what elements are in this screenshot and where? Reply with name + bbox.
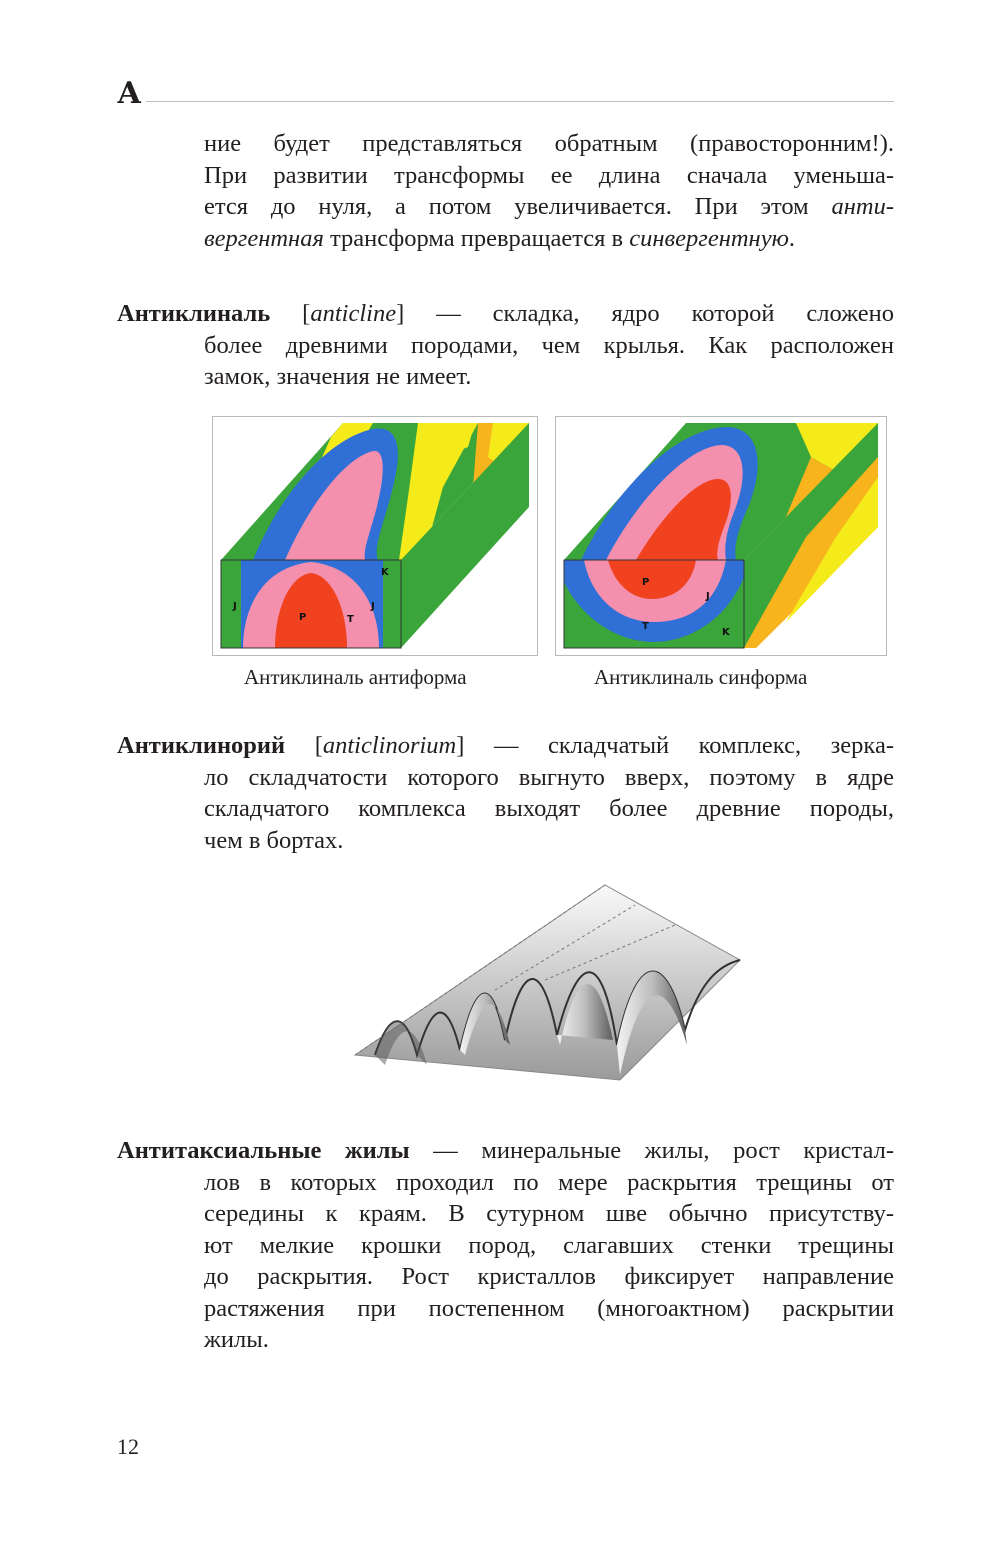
entry-anticline (117, 298, 894, 393)
label-k: K (722, 627, 730, 638)
text-line: ют мелкие крошки пород, слагавших стенки трещины (204, 1231, 894, 1259)
text-line: до раскрытия. Рост кристаллов фиксирует направление (204, 1263, 894, 1290)
anticlinorium-wave-diagram (345, 870, 755, 1090)
text-line: чем в бортах. (204, 826, 344, 854)
caption-synform: Антиклиналь синформа (594, 665, 808, 689)
continuation-paragraph (117, 128, 894, 254)
text-line: Антиклинорий [anticlinorium] — складчатый комплекс, зерка- (117, 732, 894, 759)
synform-block-diagram (556, 417, 886, 655)
entry-term: Антиклинорий (117, 732, 286, 759)
text-line: Антиклиналь [anticline] — складка, ядро которой сложено (117, 300, 894, 327)
figure-antiform (212, 416, 538, 656)
text-line: растяжения при постепенном (многоактном) раскрытии (204, 1294, 894, 1322)
entry-anticlinorium (117, 730, 894, 856)
text-line: замок, значения не имеет. (204, 363, 472, 390)
entry-antitaxial-veins (117, 1135, 894, 1356)
text-line: более древними породами, чем крылья. Как расположен (204, 331, 894, 359)
text-line: ло складчатости которого выгнуто вверх, поэтому в ядре (204, 763, 894, 791)
text-line: жилы. (204, 1326, 269, 1353)
page-number: 12 (117, 1434, 139, 1459)
text-line: вергентная трансформа превращается в синвергентную. (204, 224, 795, 252)
text-line: При развитии трансформы ее длина сначала уменьша- (204, 161, 894, 189)
text-line: Антитаксиальные жилы — минеральные жилы, рост кристал- (117, 1137, 894, 1164)
antiform-block-diagram (213, 417, 537, 655)
text-line: середины к краям. В сутурном шве обычно присутству- (204, 1200, 894, 1227)
section-letter: А (117, 76, 142, 111)
header-rule (146, 101, 894, 102)
text-line: ние будет представляться обратным (правосторонним!). (204, 130, 894, 157)
label-j-right: J (371, 601, 375, 612)
figure-synform (555, 416, 887, 656)
caption-antiform: Антиклиналь антиформа (244, 665, 467, 689)
anticlinorium-figure (345, 870, 755, 1090)
label-t: T (642, 621, 649, 632)
text-line: складчатого комплекса выходят более древние породы, (204, 795, 894, 822)
label-p: P (642, 577, 650, 588)
text-line: ется до нуля, а потом увеличивается. При этом анти- (204, 193, 894, 220)
label-j-left: J (233, 601, 237, 612)
label-j: J (706, 591, 710, 602)
text-line: лов в которых проходил по мере раскрытия трещины от (204, 1168, 894, 1196)
entry-term: Антитаксиальные жилы (117, 1137, 410, 1164)
label-k: K (381, 567, 389, 578)
entry-term: Антиклиналь (117, 300, 271, 327)
label-t: T (347, 614, 354, 625)
label-p: P (299, 612, 307, 623)
